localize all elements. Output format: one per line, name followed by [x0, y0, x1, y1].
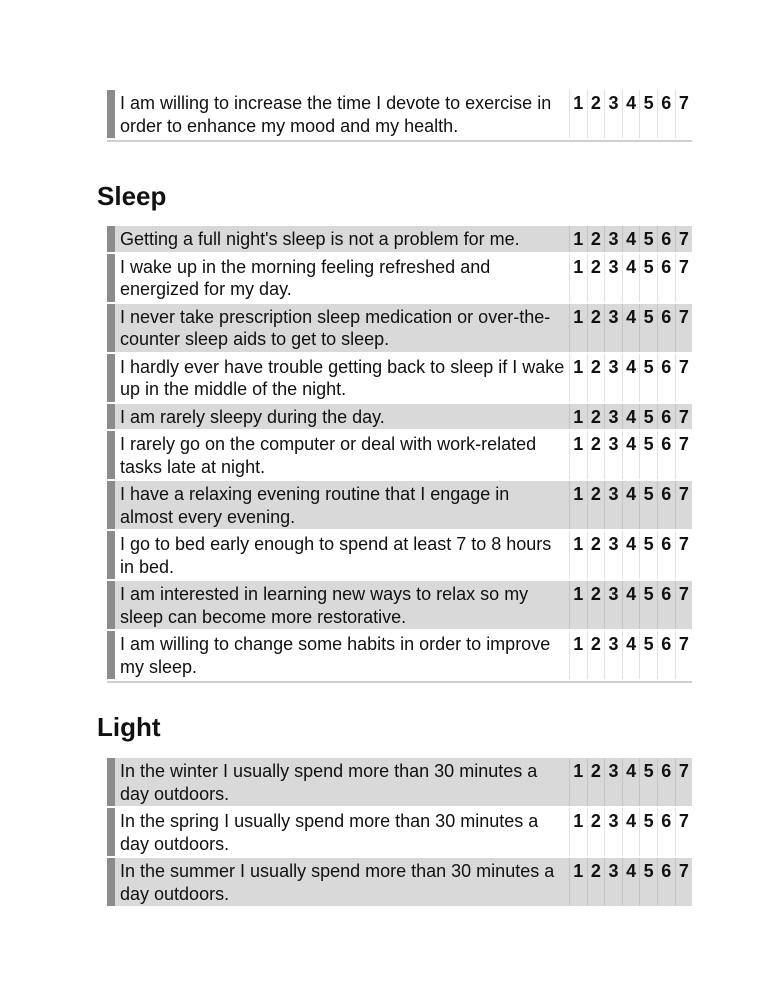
rating-option-7[interactable]: 7 — [675, 304, 693, 352]
rating-option-3[interactable]: 3 — [604, 431, 622, 479]
rating-option-2[interactable]: 2 — [587, 808, 605, 856]
rating-option-2[interactable]: 2 — [587, 581, 605, 629]
sleep-table — [107, 224, 692, 683]
question-row — [107, 758, 692, 806]
sleep-rows — [107, 226, 692, 679]
rating-option-1[interactable]: 1 — [569, 431, 587, 479]
rating-option-7[interactable]: 7 — [675, 631, 693, 679]
rating-option-3[interactable]: 3 — [604, 631, 622, 679]
question-row — [107, 858, 692, 906]
rating-option-2[interactable]: 2 — [587, 531, 605, 579]
rating-option-6[interactable]: 6 — [657, 254, 675, 302]
rating-option-3[interactable]: 3 — [604, 90, 622, 138]
question-text: I go to bed early enough to spend at least 7 to 8 hours in bed. — [120, 534, 552, 577]
rating-option-3[interactable]: 3 — [604, 808, 622, 856]
rating-option-6[interactable]: 6 — [657, 858, 675, 906]
rating-option-1[interactable]: 1 — [569, 531, 587, 579]
row-marker-bar — [107, 254, 115, 302]
rating-option-4[interactable]: 4 — [622, 431, 640, 479]
rating-option-7[interactable]: 7 — [675, 481, 693, 529]
question-text: In the summer I usually spend more than 30 minutes a day outdoors. — [115, 858, 569, 906]
question-text: I never take prescription sleep medication or over-the-counter sleep aids to get to sleep. — [115, 304, 569, 352]
row-marker-bar — [107, 431, 115, 479]
rating-option-5[interactable]: 5 — [639, 254, 657, 302]
question-text: I wake up in the morning feeling refreshed and energized for my day. — [120, 256, 491, 299]
question-text: In the winter I usually spend more than 30 minutes a day outdoors. — [115, 758, 569, 806]
rating-option-3[interactable]: 3 — [604, 858, 622, 906]
rating-option-2[interactable]: 2 — [587, 90, 605, 138]
question-text: I am willing to increase the time I devote to exercise in order to enhance my mood and my health. — [120, 93, 552, 136]
rating-option-6[interactable]: 6 — [657, 304, 675, 352]
row-marker-bar — [107, 90, 115, 138]
sleep-heading: Sleep — [97, 181, 167, 211]
rating-option-4[interactable]: 4 — [622, 631, 640, 679]
rating-option-6[interactable]: 6 — [657, 90, 675, 138]
rating-option-5[interactable]: 5 — [639, 581, 657, 629]
rating-option-4[interactable]: 4 — [622, 858, 640, 906]
question-text: I hardly ever have trouble getting back to sleep if I wake up in the middle of the night. — [120, 356, 565, 399]
rating-option-6[interactable]: 6 — [657, 808, 675, 856]
rating-option-5[interactable]: 5 — [639, 431, 657, 479]
rating-option-5[interactable]: 5 — [639, 758, 657, 806]
rating-option-6[interactable]: 6 — [657, 631, 675, 679]
row-marker-bar — [107, 531, 115, 579]
rating-option-7[interactable]: 7 — [675, 254, 693, 302]
rating-option-1[interactable]: 1 — [569, 254, 587, 302]
rating-option-1[interactable]: 1 — [569, 226, 587, 252]
row-marker-bar — [107, 226, 115, 252]
rating-option-5[interactable]: 5 — [639, 858, 657, 906]
rating-option-5[interactable]: 5 — [639, 808, 657, 856]
row-marker-bar — [107, 481, 115, 529]
rating-option-6[interactable]: 6 — [657, 354, 675, 402]
rating-option-5[interactable]: 5 — [639, 90, 657, 138]
rating-option-1[interactable]: 1 — [569, 354, 587, 402]
rating-option-7[interactable]: 7 — [675, 858, 693, 906]
light-heading: Light — [97, 712, 161, 742]
rating-option-1[interactable]: 1 — [569, 304, 587, 352]
rating-option-5[interactable]: 5 — [639, 404, 657, 430]
rating-option-3[interactable]: 3 — [604, 581, 622, 629]
rating-option-6[interactable]: 6 — [657, 531, 675, 579]
rating-option-4[interactable]: 4 — [622, 404, 640, 430]
question-row — [107, 808, 692, 856]
rating-option-4[interactable]: 4 — [622, 531, 640, 579]
question-text: In the spring I usually spend more than 30 minutes a day outdoors. — [120, 811, 539, 854]
rating-option-1[interactable]: 1 — [569, 758, 587, 806]
row-marker-bar — [107, 758, 115, 806]
rating-option-4[interactable]: 4 — [622, 808, 640, 856]
row-marker-bar — [107, 808, 115, 856]
question-text: I am willing to change some habits in order to improve my sleep. — [120, 634, 551, 677]
rating-option-5[interactable]: 5 — [639, 481, 657, 529]
rating-option-2[interactable]: 2 — [587, 431, 605, 479]
question-row — [107, 431, 692, 479]
rating-option-4[interactable]: 4 — [622, 354, 640, 402]
light-section — [107, 756, 689, 908]
row-marker-bar — [107, 354, 115, 402]
rating-option-3[interactable]: 3 — [604, 254, 622, 302]
row-marker-bar — [107, 631, 115, 679]
rating-option-6[interactable]: 6 — [657, 758, 675, 806]
rating-option-4[interactable]: 4 — [622, 226, 640, 252]
question-row — [107, 226, 692, 252]
row-marker-bar — [107, 858, 115, 906]
rating-option-3[interactable]: 3 — [604, 226, 622, 252]
question-row — [107, 531, 692, 579]
question-row — [107, 90, 692, 138]
rating-option-3[interactable]: 3 — [604, 481, 622, 529]
rating-option-4[interactable]: 4 — [622, 90, 640, 138]
rating-option-2[interactable]: 2 — [587, 758, 605, 806]
row-marker-bar — [107, 581, 115, 629]
question-row — [107, 254, 692, 302]
question-row — [107, 481, 692, 529]
rating-option-1[interactable]: 1 — [569, 631, 587, 679]
rating-option-3[interactable]: 3 — [604, 354, 622, 402]
exercise-section — [107, 88, 689, 142]
light-rows — [107, 758, 692, 906]
rating-option-7[interactable]: 7 — [675, 354, 693, 402]
question-row — [107, 304, 692, 352]
rating-option-5[interactable]: 5 — [639, 631, 657, 679]
question-text: I rarely go on the computer or deal with work-related tasks late at night. — [120, 434, 537, 477]
question-text: Getting a full night's sleep is not a problem for me. — [115, 226, 569, 252]
rating-option-2[interactable]: 2 — [587, 354, 605, 402]
question-row — [107, 631, 692, 679]
rating-option-7[interactable]: 7 — [675, 808, 693, 856]
rating-option-1[interactable]: 1 — [569, 581, 587, 629]
rating-option-2[interactable]: 2 — [587, 481, 605, 529]
rating-option-7[interactable]: 7 — [675, 581, 693, 629]
rating-option-6[interactable]: 6 — [657, 404, 675, 430]
rating-option-7[interactable]: 7 — [675, 531, 693, 579]
exercise-rows — [107, 90, 692, 138]
sleep-section — [107, 224, 689, 683]
rating-option-6[interactable]: 6 — [657, 431, 675, 479]
rating-option-3[interactable]: 3 — [604, 404, 622, 430]
rating-option-6[interactable]: 6 — [657, 581, 675, 629]
question-text: I have a relaxing evening routine that I engage in almost every evening. — [115, 481, 569, 529]
rating-option-1[interactable]: 1 — [569, 808, 587, 856]
rating-option-4[interactable]: 4 — [622, 758, 640, 806]
question-text: I am rarely sleepy during the day. — [115, 404, 569, 430]
rating-option-7[interactable]: 7 — [675, 758, 693, 806]
rating-option-3[interactable]: 3 — [604, 304, 622, 352]
rating-option-1[interactable]: 1 — [569, 858, 587, 906]
rating-option-2[interactable]: 2 — [587, 304, 605, 352]
exercise-table — [107, 88, 692, 142]
rating-option-7[interactable]: 7 — [675, 90, 693, 138]
rating-option-5[interactable]: 5 — [639, 531, 657, 579]
rating-option-4[interactable]: 4 — [622, 481, 640, 529]
rating-option-4[interactable]: 4 — [622, 304, 640, 352]
rating-option-5[interactable]: 5 — [639, 354, 657, 402]
rating-option-7[interactable]: 7 — [675, 226, 693, 252]
rating-option-1[interactable]: 1 — [569, 404, 587, 430]
rating-option-3[interactable]: 3 — [604, 758, 622, 806]
question-row — [107, 354, 692, 402]
rating-option-4[interactable]: 4 — [622, 581, 640, 629]
rating-option-2[interactable]: 2 — [587, 254, 605, 302]
rating-option-6[interactable]: 6 — [657, 481, 675, 529]
rating-option-5[interactable]: 5 — [639, 304, 657, 352]
rating-option-7[interactable]: 7 — [675, 431, 693, 479]
rating-option-5[interactable]: 5 — [639, 226, 657, 252]
rating-option-7[interactable]: 7 — [675, 404, 693, 430]
row-marker-bar — [107, 404, 115, 430]
rating-option-2[interactable]: 2 — [587, 858, 605, 906]
rating-option-1[interactable]: 1 — [569, 481, 587, 529]
light-table — [107, 756, 692, 908]
rating-option-3[interactable]: 3 — [604, 531, 622, 579]
rating-option-2[interactable]: 2 — [587, 226, 605, 252]
question-row — [107, 581, 692, 629]
rating-option-4[interactable]: 4 — [622, 254, 640, 302]
question-text: I am interested in learning new ways to relax so my sleep can become more restorative. — [115, 581, 569, 629]
rating-option-1[interactable]: 1 — [569, 90, 587, 138]
rating-option-6[interactable]: 6 — [657, 226, 675, 252]
row-marker-bar — [107, 304, 115, 352]
rating-option-2[interactable]: 2 — [587, 631, 605, 679]
question-row — [107, 404, 692, 430]
rating-option-2[interactable]: 2 — [587, 404, 605, 430]
